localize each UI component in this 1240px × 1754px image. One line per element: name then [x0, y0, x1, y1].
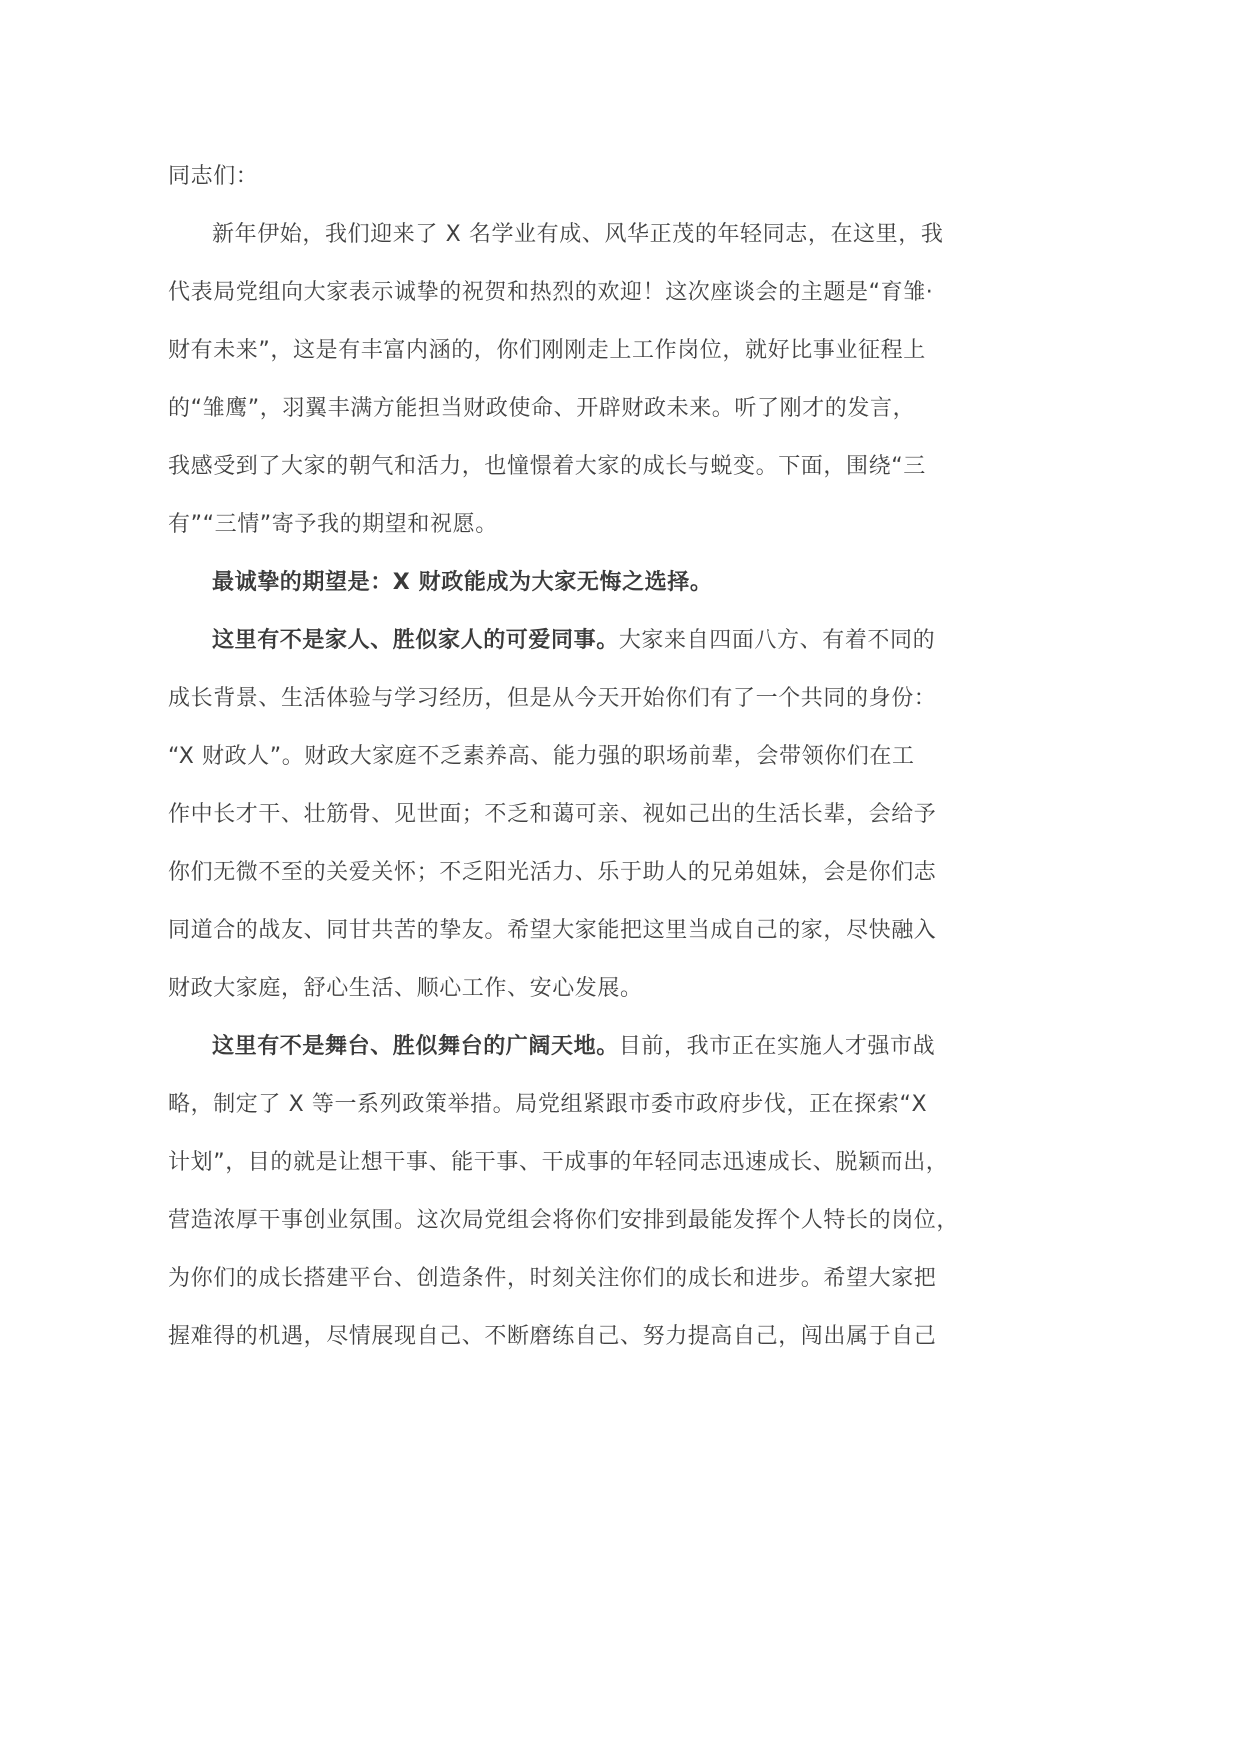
paragraph-line: 营造浓厚干事创业氛围。这次局党组会将你们安排到最能发挥个人特长的岗位， — [168, 1208, 960, 1233]
paragraph-line: 你们无微不至的关爱关怀；不乏阳光活力、乐于助人的兄弟姐妹，会是你们志 — [168, 860, 937, 885]
section-heading: 最诚挚的期望是：X 财政能成为大家无悔之选择。 — [212, 570, 713, 595]
paragraph-line: 为你们的成长搭建平台、创造条件，时刻关注你们的成长和进步。希望大家把 — [168, 1266, 937, 1291]
salutation: 同志们： — [168, 164, 259, 189]
paragraph-line: 有”“三情”寄予我的期望和祝愿。 — [168, 512, 498, 537]
paragraph-line: 财有未来”，这是有丰富内涵的，你们刚刚走上工作岗位，就好比事业征程上 — [168, 338, 926, 363]
paragraph-line: 作中长才干、壮筋骨、见世面；不乏和蔼可亲、视如己出的生活长辈，会给予 — [168, 802, 937, 827]
paragraph-line: 计划”，目的就是让想干事、能干事、干成事的年轻同志迅速成长、脱颖而出， — [168, 1150, 949, 1175]
paragraph-line: 成长背景、生活体验与学习经历，但是从今天开始你们有了一个共同的身份： — [168, 686, 937, 711]
paragraph-line: 的“雏鹰”，羽翼丰满方能担当财政使命、开辟财政未来。听了刚才的发言， — [168, 396, 916, 421]
paragraph-line — [212, 1031, 935, 1063]
paragraph-line: 略，制定了 X 等一系列政策举措。局党组紧跟市委市政府步伐，正在探索“X — [168, 1092, 928, 1117]
line-text: 目前，我市正在实施人才强市战 — [618, 1034, 936, 1059]
paragraph-line: 代表局党组向大家表示诚挚的祝贺和热烈的欢迎！这次座谈会的主题是“育雏· — [168, 280, 934, 305]
paragraph-line: 握难得的机遇，尽情展现自己、不断磨练自己、努力提高自己，闯出属于自己 — [168, 1324, 937, 1349]
paragraph-line: 同道合的战友、同甘共苦的挚友。希望大家能把这里当成自己的家，尽快融入 — [168, 918, 937, 943]
line-text: 大家来自四面八方、有着不同的 — [618, 628, 936, 653]
paragraph-line — [212, 625, 935, 657]
paragraph-line: 我感受到了大家的朝气和活力，也憧憬着大家的成长与蜕变。下面，围绕“三 — [168, 454, 926, 479]
lead-sentence: 这里有不是家人、胜似家人的可爱同事。 — [212, 628, 619, 653]
paragraph-line: “X 财政人”。财政大家庭不乏素养高、能力强的职场前辈，会带领你们在工 — [168, 744, 915, 769]
paragraph-line: 新年伊始，我们迎来了 X 名学业有成、风华正茂的年轻同志，在这里，我 — [212, 222, 944, 247]
paragraph-line: 财政大家庭，舒心生活、顺心工作、安心发展。 — [168, 976, 643, 1001]
lead-sentence: 这里有不是舞台、胜似舞台的广阔天地。 — [212, 1034, 619, 1059]
